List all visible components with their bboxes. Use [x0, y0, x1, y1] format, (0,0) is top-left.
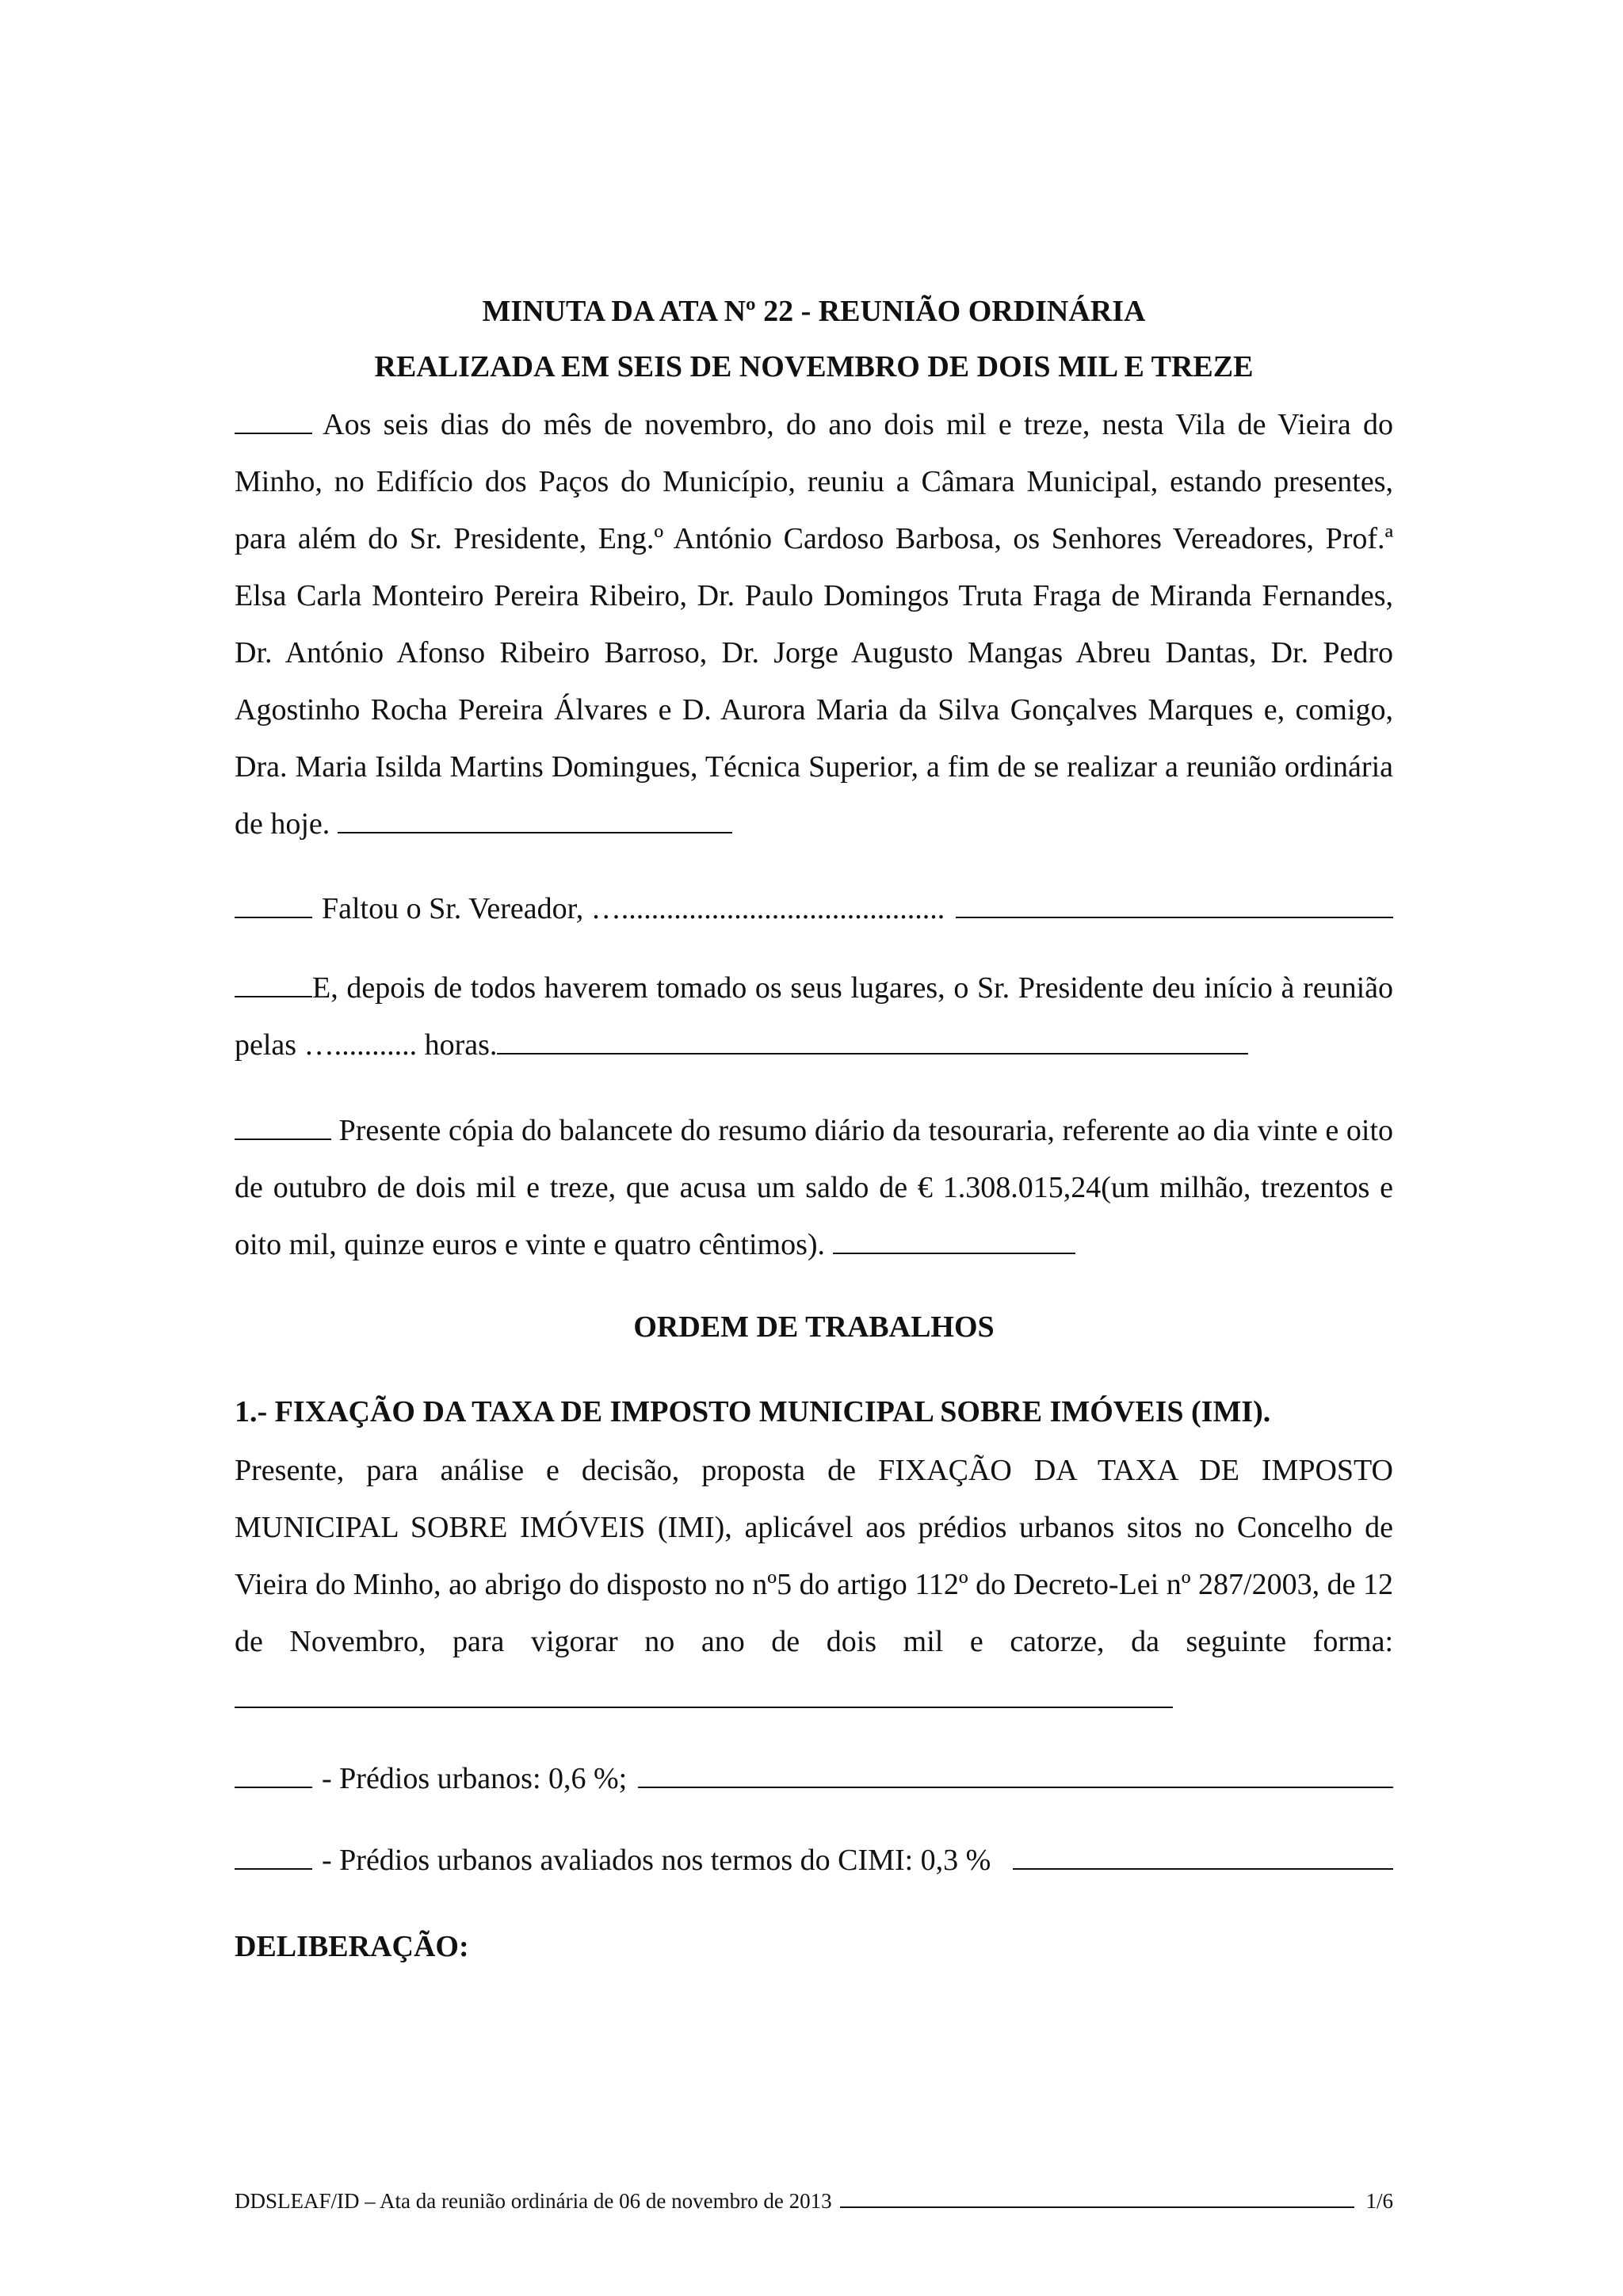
fill-line — [833, 1252, 1075, 1254]
fill-line — [235, 1786, 312, 1788]
fill-line — [235, 995, 312, 997]
opening-paragraph — [235, 396, 1393, 852]
fill-line — [235, 432, 312, 434]
rate-cimi-text: - Prédios urbanos avaliados nos termos do CIMI: 0,3 % — [322, 1844, 991, 1877]
document-page — [235, 0, 1393, 2296]
opening-text: Aos seis dias do mês de novembro, do ano dois mil e treze, nesta Vila de Vieira do Minho, no Edifício dos Paços do Município, reuniu a Câmara Municipal, estando presentes, para além do Sr. Presidente, Eng.º António Cardoso Barbosa, os Senhores Vereadores, Prof.ª Elsa Carla Monteiro Pereira Ribeiro, Dr. Paulo Domingos Truta Fraga de Miranda Fernandes, Dr. António Afonso Ribeiro Barroso, Dr. Jorge Augusto Mangas Abreu Dantas, Dr. Pedro Agostinho Rocha Pereira Álvares e D. Aurora Maria da Silva Gonçalves Marques e, comigo, Dra. Maria Isilda Martins Domingues, Técnica Superior, a fim de se realizar a reunião ordinária de hoje. — [235, 408, 1393, 841]
agenda-item-body — [235, 1442, 1393, 1727]
fill-line — [638, 1786, 1393, 1788]
page-number: 1/6 — [1365, 2189, 1393, 2213]
rate-urban-text: - Prédios urbanos: 0,6 %; — [322, 1762, 628, 1795]
footer-line — [840, 2206, 1355, 2208]
fill-line — [1013, 1867, 1393, 1870]
absence-text: Faltou o Sr. Vereador, …........................................... — [322, 892, 945, 925]
start-time-text: E, depois de todos haverem tomado os seus lugares, o Sr. Presidente deu início à reunião pelas …........... horas. — [235, 971, 1393, 1062]
fill-line — [235, 1138, 331, 1140]
treasury-paragraph — [235, 1102, 1393, 1273]
fill-line — [235, 916, 312, 918]
fill-line — [235, 1706, 1173, 1708]
fill-line — [338, 831, 732, 833]
start-time-paragraph — [235, 959, 1393, 1074]
rate-urban-line — [235, 1759, 1393, 1798]
meeting-date-heading: REALIZADA EM SEIS DE NOVEMBRO DE DOIS MIL E TREZE — [374, 350, 1254, 383]
page-footer — [235, 2187, 1393, 2215]
minutes-title: MINUTA DA ATA Nº 22 - REUNIÃO ORDINÁRIA — [482, 295, 1146, 328]
treasury-text: Presente cópia do balancete do resumo diário da tesouraria, referente ao dia vinte e oito de outubro de dois mil e treze, que acusa um saldo de € 1.308.015,24(um milhão, trezentos e oito mil, quinze euros e vinte e quatro cêntimos). — [235, 1114, 1393, 1261]
footer-text: DDSLEAF/ID – Ata da reunião ordinária de 06 de novembro de 2013 — [235, 2189, 832, 2213]
rate-cimi-line — [235, 1840, 1393, 1880]
fill-line — [235, 1867, 312, 1870]
absence-line — [235, 889, 1393, 929]
fill-line — [956, 916, 1393, 918]
agenda-item-title: 1.- FIXAÇÃO DA TAXA DE IMPOSTO MUNICIPAL SOBRE IMÓVEIS (IMI). — [235, 1395, 1271, 1428]
agenda-title: ORDEM DE TRABALHOS — [633, 1310, 995, 1344]
agenda-item-text: Presente, para análise e decisão, proposta de FIXAÇÃO DA TAXA DE IMPOSTO MUNICIPAL SOBRE IMÓVEIS (IMI), aplicável aos prédios urbanos sitos no Concelho de Vieira do Minho, ao abrigo do disposto no nº5 do artigo 112º do Decreto-Lei nº 287/2003, de 12 de Novembro, para vigorar no ano de dois mil e catorze, da seguinte forma: — [235, 1454, 1393, 1658]
fill-line — [497, 1052, 1248, 1055]
deliberation-heading: DELIBERAÇÃO: — [235, 1930, 469, 1963]
